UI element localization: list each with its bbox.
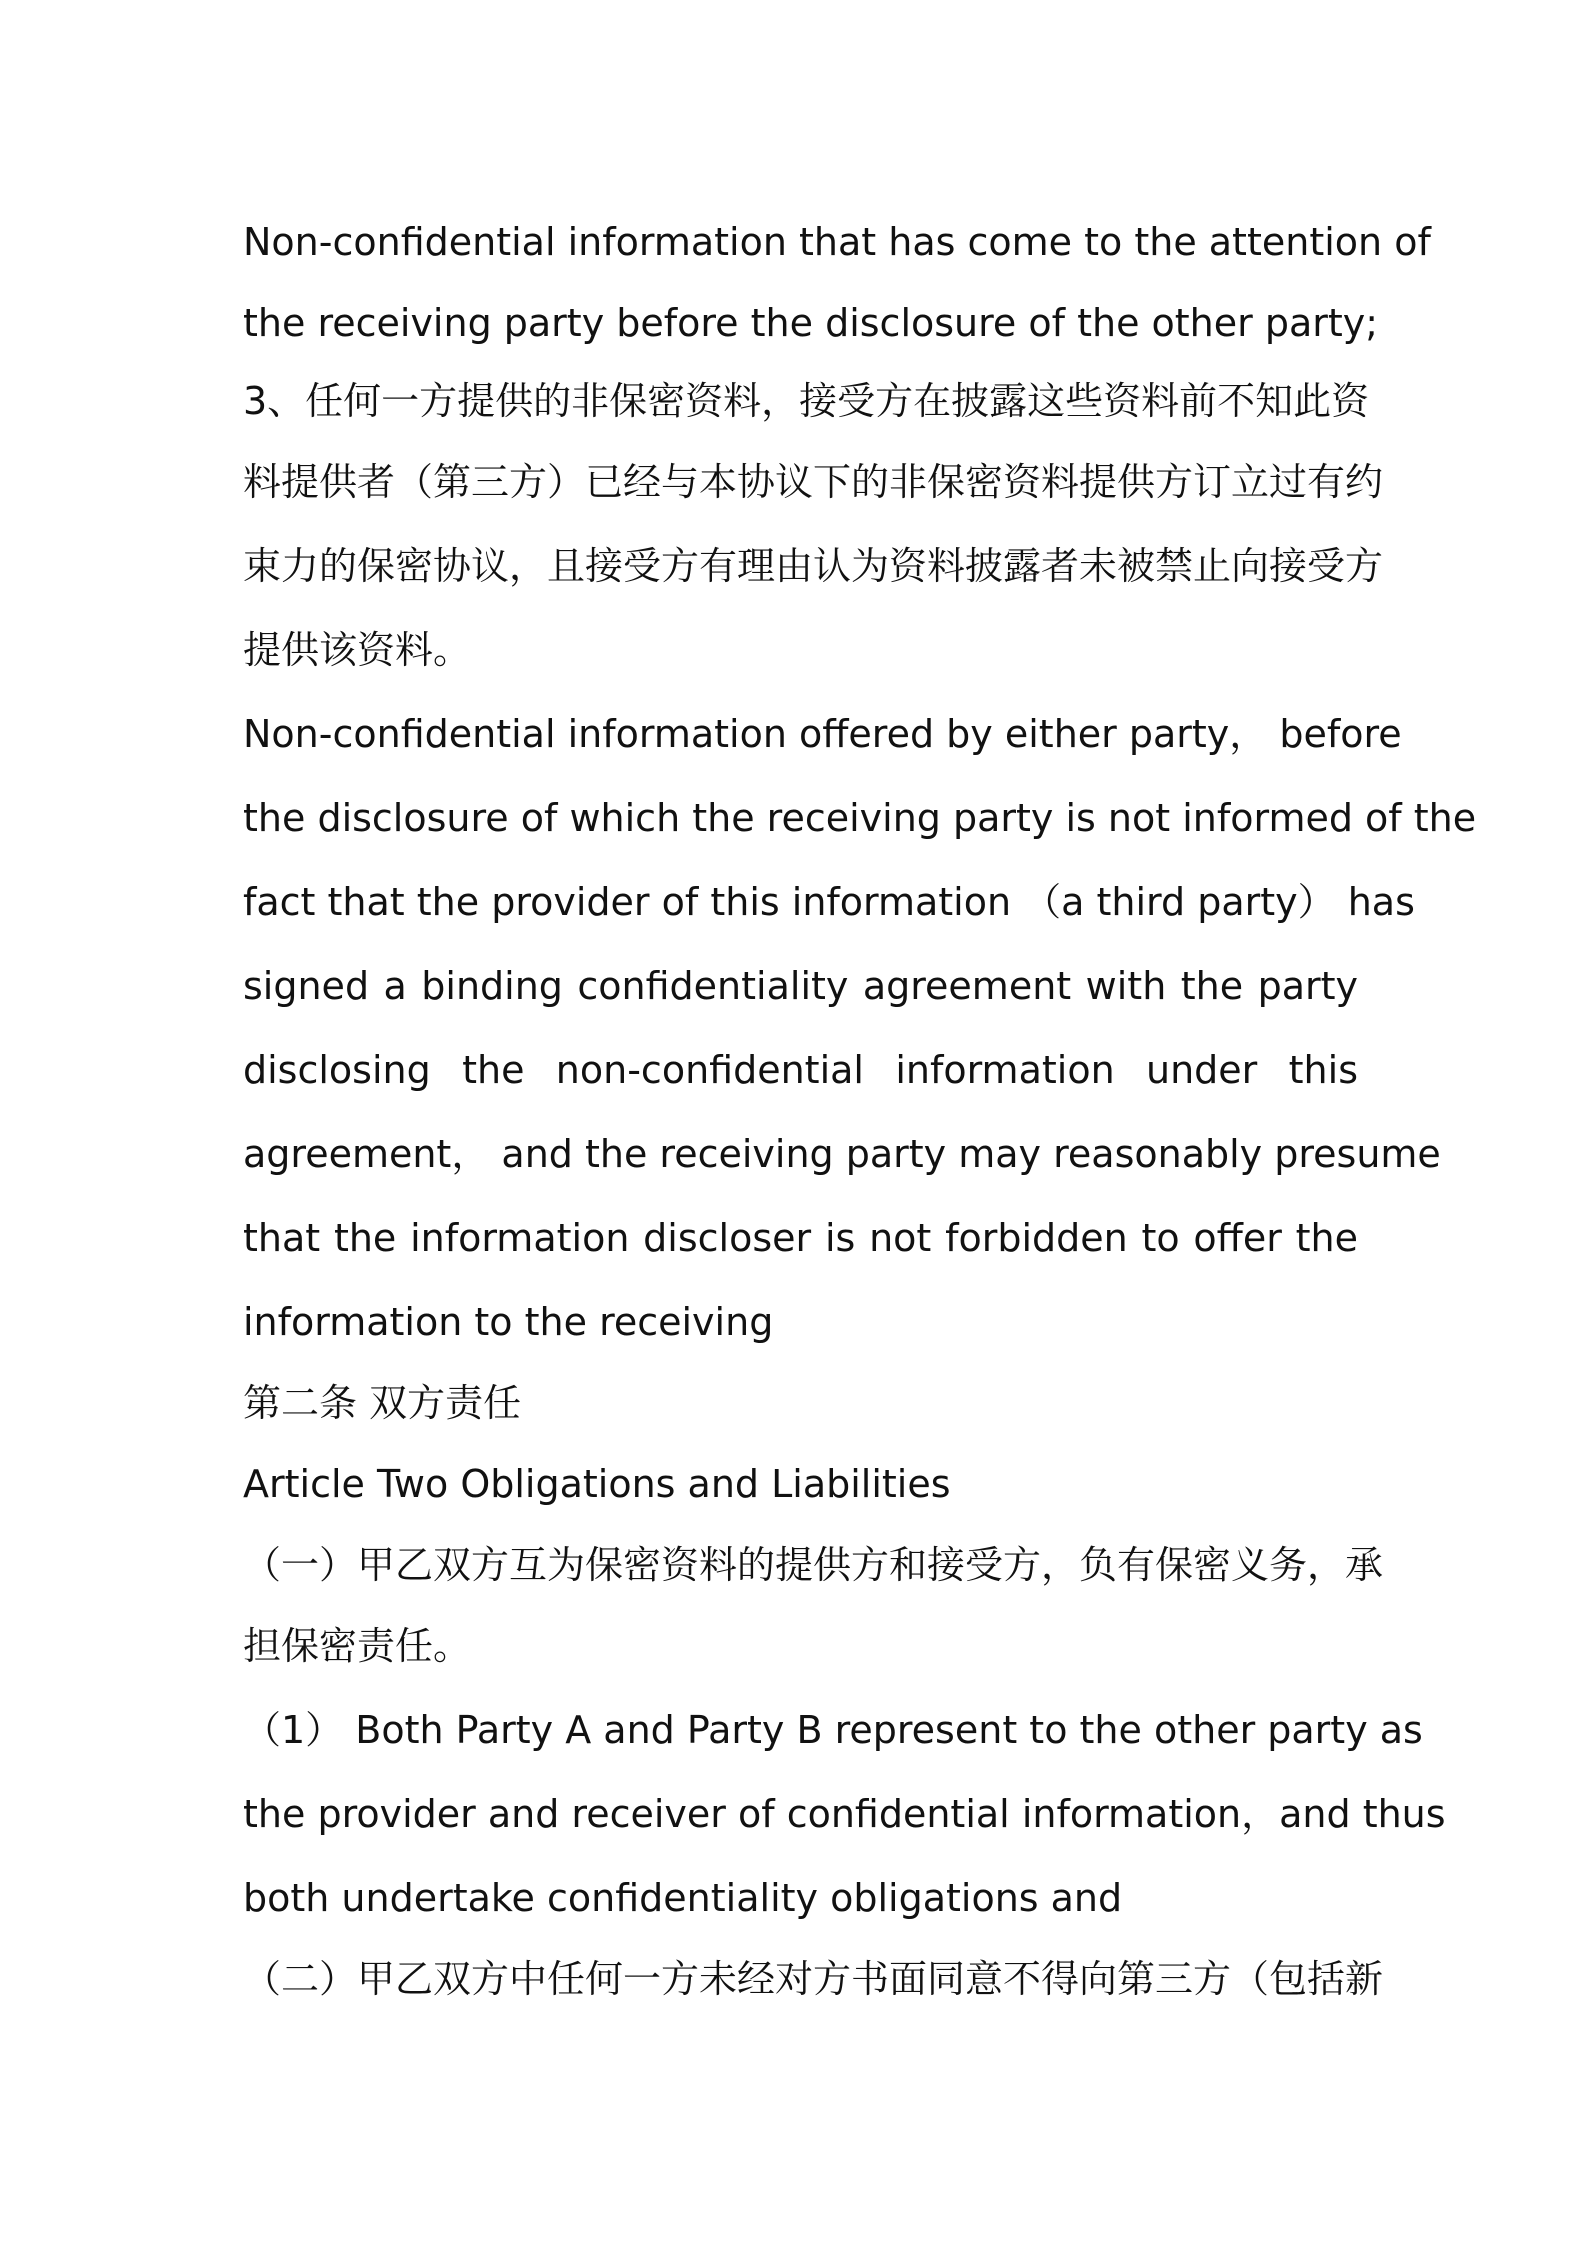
text-line: （1） Both Party A and Party B represent to the other party as bbox=[243, 1708, 1423, 1752]
text-line: 束力的保密协议，且接受方有理由认为资料披露者未被禁止向接受方 bbox=[243, 544, 1384, 588]
text-line: agreement， and the receiving party may reasonably presume bbox=[243, 1132, 1441, 1176]
article-heading-en: Article Two Obligations and Liabilities bbox=[243, 1462, 951, 1506]
text-line: fact that the provider of this information （a third party） has bbox=[243, 880, 1415, 924]
text-line: the receiving party before the disclosure of the other party; bbox=[243, 301, 1379, 345]
text-line: Non-confidential information offered by either party， before bbox=[243, 712, 1402, 756]
text-line: （一）甲乙双方互为保密资料的提供方和接受方，负有保密义务，承 bbox=[243, 1543, 1384, 1587]
text-line: 提供该资料。 bbox=[243, 628, 472, 672]
text-line: the disclosure of which the receiving party is not informed of the bbox=[243, 796, 1477, 840]
text-line: that the information discloser is not forbidden to offer the bbox=[243, 1216, 1358, 1260]
text-line: Non-confidential information that has come to the attention of bbox=[243, 220, 1431, 264]
text-line: both undertake confidentiality obligations and bbox=[243, 1876, 1123, 1920]
text-line: 3、任何一方提供的非保密资料，接受方在披露这些资料前不知此资 bbox=[243, 379, 1370, 423]
text-line: 担保密责任。 bbox=[243, 1624, 472, 1668]
text-line: the provider and receiver of confidential information，and thus bbox=[243, 1792, 1446, 1836]
text-line: （二）甲乙双方中任何一方未经对方书面同意不得向第三方（包括新 bbox=[243, 1957, 1384, 2001]
text-line: 料提供者（第三方）已经与本协议下的非保密资料提供方订立过有约 bbox=[243, 460, 1384, 504]
text-line: information to the receiving bbox=[243, 1300, 774, 1344]
document-body bbox=[243, 200, 1477, 2018]
text-line: signed a binding confidentiality agreement with the party bbox=[243, 964, 1358, 1008]
text-line: disclosing the non-confidential information under this bbox=[243, 1048, 1358, 1092]
article-heading: 第二条 双方责任 bbox=[243, 1381, 522, 1425]
